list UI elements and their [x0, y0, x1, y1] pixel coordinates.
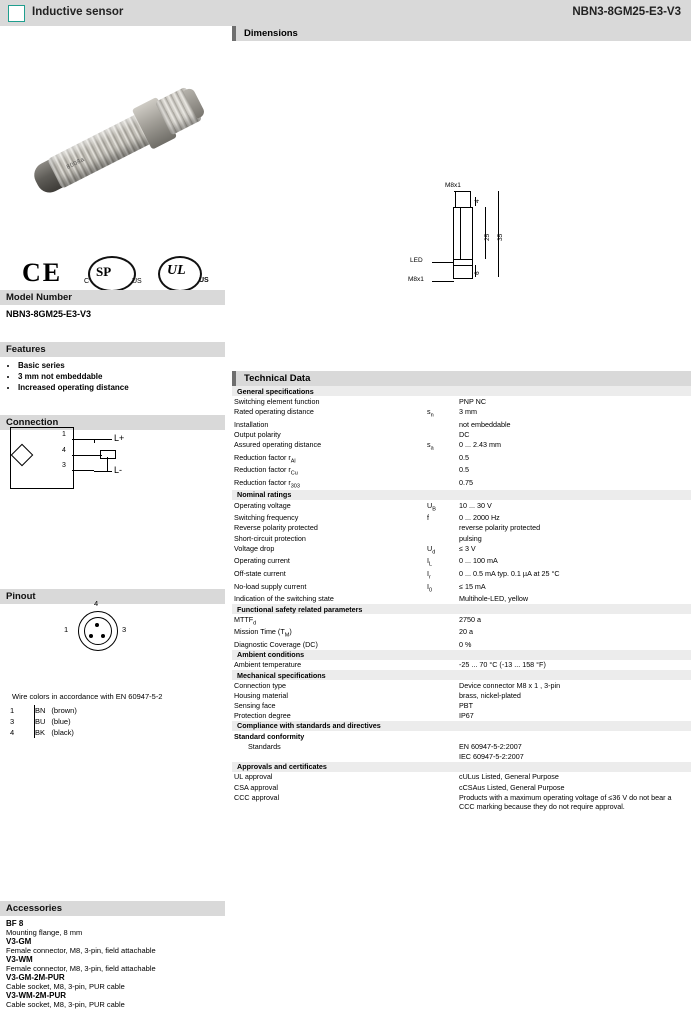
sensor-illustration	[16, 65, 211, 227]
technical-row-label: Housing material	[234, 690, 288, 700]
wire-color-note: Wire colors in accordance with EN 60947-5-2	[12, 692, 163, 701]
technical-row-label: Reduction factor $r_{Cu}$	[234, 465, 298, 477]
accessories-section	[0, 901, 225, 1009]
wire-code: BN	[35, 706, 46, 715]
table-row	[10, 727, 85, 738]
technical-row-value: PBT	[459, 701, 473, 711]
technical-data-table	[232, 386, 691, 811]
technical-group-label: Compliance with standards and directives	[232, 721, 691, 731]
connection-lminus-label: L-	[114, 465, 123, 475]
accessory-name: BF 8	[6, 919, 24, 928]
technical-row-value: ≤ 3 V	[459, 543, 476, 553]
technical-row-label: Sensing face	[234, 701, 276, 711]
table-row	[232, 581, 691, 594]
technical-row-value: cULus Listed, General Purpose	[459, 772, 559, 782]
table-row	[232, 569, 691, 582]
pinout-label-4: 4	[94, 599, 99, 608]
technical-row-label: Switching element function	[234, 396, 320, 406]
table-row	[232, 439, 691, 452]
dimensions-title: Dimensions	[244, 28, 298, 39]
connection-title: Connection	[6, 417, 59, 428]
accessories-header	[0, 901, 225, 916]
left-column	[0, 26, 225, 1036]
connection-wire-3	[72, 470, 94, 471]
technical-row-label: Rated operating distance	[234, 406, 314, 416]
table-row	[232, 429, 691, 439]
technical-row-label: Operating voltage	[234, 500, 291, 510]
technical-row-symbol	[425, 477, 457, 490]
technical-row-symbol	[425, 639, 457, 649]
technical-group-label: Functional safety related parameters	[232, 604, 691, 614]
dim-barrel-body	[453, 207, 473, 261]
pinout-label-1: 1	[64, 625, 69, 634]
technical-row-symbol: $I_L$	[427, 556, 433, 568]
technical-row-value: 0 ... 0.5 mA typ. 0.1 µA at 25 °C	[459, 569, 560, 579]
technical-group-label: Approvals and certificates	[232, 762, 691, 772]
table-row	[232, 543, 691, 556]
accessories-title: Accessories	[6, 903, 62, 914]
table-row	[232, 594, 691, 604]
technical-data-header	[232, 371, 691, 386]
csa-c-label: C	[84, 278, 90, 285]
table-row	[10, 705, 85, 716]
features-section	[0, 342, 225, 394]
connection-wire-4	[72, 455, 102, 456]
technical-row-value: 0 ... 2000 Hz	[459, 513, 500, 523]
table-row	[232, 513, 691, 523]
connection-pin-1-label: 1	[62, 431, 66, 438]
page-header	[0, 0, 691, 26]
pinout-inner-circle	[84, 617, 112, 645]
technical-group-label: Nominal ratings	[232, 490, 691, 500]
technical-row-value: 0.75	[459, 477, 473, 487]
technical-row-label: Short-circuit protection	[234, 533, 306, 543]
technical-group-row	[232, 650, 691, 660]
wire-color-table	[10, 705, 85, 738]
dim-sensing-head	[453, 265, 473, 279]
technical-group-label: Mechanical specifications	[232, 670, 691, 680]
technical-row-label: Standards	[248, 741, 281, 751]
technical-row-value	[457, 731, 691, 741]
connection-lplus-label: L+	[114, 433, 125, 443]
features-header	[0, 342, 225, 357]
technical-group-row	[232, 721, 691, 731]
list-item	[6, 937, 219, 955]
list-item: • Increased operating distance	[18, 383, 225, 392]
wire-code: BK	[35, 728, 46, 737]
csa-us-label: US	[132, 278, 142, 285]
pinout-diagram	[0, 589, 225, 699]
technical-row-value: 0 ... 100 mA	[459, 556, 498, 566]
list-item	[6, 991, 219, 1009]
technical-row-value: -25 ... 70 °C (-13 ... 158 °F)	[459, 660, 546, 670]
technical-row-symbol: f	[427, 513, 429, 523]
table-row	[232, 419, 691, 429]
technical-group-row	[232, 604, 691, 614]
table-row	[232, 792, 691, 811]
technical-row-label: Protection degree	[234, 711, 291, 721]
table-row	[232, 741, 691, 751]
pinout-contact-1	[89, 634, 93, 638]
table-row	[232, 751, 691, 761]
pinout-contact-4	[95, 623, 99, 627]
technical-row-label: Off-state current	[234, 569, 286, 579]
accessory-desc: Mounting flange, 8 mm	[6, 928, 83, 937]
table-row	[232, 465, 691, 478]
technical-row-symbol	[425, 711, 457, 721]
technical-data-title: Technical Data	[244, 373, 311, 384]
sensor-print-label: 8008a	[65, 156, 86, 171]
table-row	[232, 782, 691, 792]
technical-group-row	[232, 762, 691, 772]
technical-group-row	[232, 490, 691, 500]
dim-thread-bottom-label: M8x1	[408, 276, 424, 283]
table-row	[232, 477, 691, 490]
table-row	[232, 452, 691, 465]
wire-no: 4	[10, 728, 15, 737]
csa-mark-icon	[84, 256, 142, 290]
technical-row-symbol	[425, 680, 457, 690]
list-item: • Basic series	[18, 361, 225, 370]
technical-row-symbol	[425, 396, 457, 406]
table-row	[232, 396, 691, 406]
technical-row-value: 0 %	[459, 639, 472, 649]
technical-row-symbol: $s_n$	[427, 406, 434, 419]
list-item	[6, 973, 219, 991]
product-photo	[0, 26, 225, 226]
technical-data-table-wrap	[232, 386, 691, 811]
dim-35-label: 35	[497, 233, 504, 241]
table-row	[232, 406, 691, 419]
technical-row-value: IEC 60947-5-2:2007	[459, 752, 524, 762]
technical-row-symbol	[425, 627, 457, 640]
technical-row-value: brass, nickel-plated	[459, 690, 521, 700]
technical-row-label: Reduction factor $r_{303}$	[234, 477, 300, 490]
technical-row-label: Indication of the switching state	[234, 594, 334, 604]
page-title: Inductive sensor	[32, 6, 124, 18]
accessory-name: V3-WM-2M-PUR	[6, 991, 66, 1000]
technical-row-label: CCC approval	[234, 792, 280, 802]
dim-thread-bottom-leader	[432, 281, 454, 282]
technical-row-symbol	[425, 690, 457, 700]
technical-row-value: 2750 a	[459, 614, 481, 624]
technical-row-symbol	[425, 792, 457, 811]
technical-row-symbol	[425, 772, 457, 782]
technical-row-symbol	[425, 594, 457, 604]
technical-row-symbol: $I_r$	[427, 569, 431, 581]
technical-row-value: PNP NC	[459, 396, 487, 406]
technical-row-label: Installation	[234, 419, 269, 429]
technical-row-value: Multihole-LED, yellow	[459, 594, 529, 604]
accessory-name: V3-WM	[6, 955, 33, 964]
technical-row-label: Operating current	[234, 556, 290, 566]
technical-row-symbol: $U_d$	[427, 543, 436, 556]
accessory-name: V3-GM-2M-PUR	[6, 973, 65, 982]
ul-mark-label: UL	[167, 263, 186, 278]
wire-no: 3	[10, 717, 15, 726]
dim-barrel-centerline	[460, 208, 461, 259]
features-title: Features	[6, 344, 46, 355]
table-row	[232, 556, 691, 569]
technical-row-value: IP67	[459, 711, 474, 721]
technical-row-value: Products with a maximum operating voltage of ≤36 V do not bear a CCC marking because they do not require approval.	[459, 792, 672, 811]
csa-mark-label: SP	[96, 264, 112, 279]
accessory-desc: Female connector, M8, 3-pin, field attachable	[6, 946, 156, 955]
technical-row-value: DC	[459, 429, 470, 439]
table-row	[232, 731, 691, 741]
dim-led-leader	[432, 262, 454, 263]
dim-25-label: 25	[484, 233, 491, 241]
technical-row-label: Connection type	[234, 680, 286, 690]
technical-row-value: 0 ... 2.43 mm	[459, 439, 501, 449]
technical-row-symbol	[425, 419, 457, 429]
technical-row-label: Output polarity	[234, 429, 281, 439]
technical-row-symbol	[425, 533, 457, 543]
wire-color: (blue)	[51, 717, 71, 726]
dimensions-header	[232, 26, 691, 41]
connection-load-leg	[107, 457, 108, 471]
list-item	[6, 919, 219, 937]
technical-row-value: 0.5	[459, 452, 469, 462]
wire-color: (brown)	[51, 706, 77, 715]
connection-diagram	[0, 415, 225, 525]
table-row	[232, 660, 691, 670]
list-item: • 3 mm not embeddable	[18, 372, 225, 381]
accessory-desc: Female connector, M8, 3-pin, field attachable	[6, 964, 156, 973]
technical-group-label: General specifications	[232, 386, 691, 396]
model-number-title: Model Number	[6, 292, 72, 303]
technical-row-label: CSA approval	[234, 782, 278, 792]
pinout-label-3: 3	[122, 625, 127, 634]
connection-lead-lminus	[94, 471, 112, 472]
pinout-title: Pinout	[6, 591, 36, 602]
technical-group-row	[232, 670, 691, 680]
technical-row-symbol	[425, 452, 457, 465]
pinout-contact-3	[101, 634, 105, 638]
technical-row-label: Diagnostic Coverage (DC)	[234, 639, 318, 649]
wire-no: 1	[10, 706, 15, 715]
technical-row-label: $MTTF_d$	[234, 614, 257, 627]
technical-row-label: Standard conformity	[234, 731, 305, 741]
accessories-list	[0, 916, 225, 1009]
list-item	[6, 955, 219, 973]
dim-led-label: LED	[410, 257, 423, 264]
technical-row-value: cCSAus Listed, General Purpose	[459, 782, 565, 792]
table-row	[232, 639, 691, 649]
technical-row-symbol	[425, 731, 457, 741]
technical-row-symbol: $s_a$	[427, 439, 434, 452]
technical-row-label: Reverse polarity protected	[234, 523, 318, 533]
connection-wire-1	[72, 439, 94, 440]
ce-mark-icon: CE	[22, 258, 63, 287]
model-number-section	[0, 290, 225, 331]
connection-pin-4-label: 4	[62, 447, 66, 454]
ul-mark-icon	[158, 256, 209, 290]
dimension-drawing	[232, 41, 691, 371]
dim-thread-top-label: M8x1	[445, 182, 461, 189]
table-row	[10, 716, 85, 727]
technical-row-symbol: $U_B$	[427, 500, 436, 513]
table-row	[232, 711, 691, 721]
technical-row-value: not embeddable	[459, 419, 511, 429]
accessory-desc: Cable socket, M8, 3-pin, PUR cable	[6, 982, 125, 991]
technical-row-symbol	[425, 523, 457, 533]
sensor-icon	[8, 5, 25, 22]
technical-row-symbol	[425, 465, 457, 478]
technical-row-value: reverse polarity protected	[459, 523, 541, 533]
dim-6-label: 6	[474, 271, 481, 275]
technical-row-label: No-load supply current	[234, 581, 307, 591]
technical-row-label	[232, 751, 425, 761]
technical-row-symbol	[425, 429, 457, 439]
table-row	[232, 533, 691, 543]
technical-group-row	[232, 386, 691, 396]
table-row	[232, 500, 691, 513]
accessory-name: V3-GM	[6, 937, 32, 946]
table-row	[232, 523, 691, 533]
ul-us-label: US	[199, 277, 209, 284]
technical-group-label: Ambient conditions	[232, 650, 691, 660]
wire-code: BU	[35, 717, 46, 726]
connection-load-resistor	[100, 450, 116, 459]
table-row	[232, 701, 691, 711]
technical-row-label: Mission Time $(T_M)$	[234, 627, 292, 639]
connection-section	[0, 415, 225, 475]
technical-row-label: Voltage drop	[234, 543, 275, 553]
technical-row-value: Device connector M8 x 1 , 3-pin	[459, 680, 561, 690]
model-number-value: NBN3-8GM25-E3-V3	[6, 309, 92, 319]
connection-lead-lplus	[94, 439, 112, 440]
wire-color: (black)	[51, 728, 74, 737]
technical-row-label: Ambient temperature	[234, 660, 302, 670]
technical-row-value: 20 a	[459, 627, 473, 637]
technical-row-label: UL approval	[234, 772, 273, 782]
dim-4-label: 4	[474, 199, 481, 203]
connection-pin-3-label: 3	[62, 462, 66, 469]
table-row	[232, 627, 691, 640]
technical-row-value: EN 60947-5-2:2007	[459, 741, 522, 751]
accessory-desc: Cable socket, M8, 3-pin, PUR cable	[6, 1000, 125, 1009]
technical-row-value: pulsing	[459, 533, 482, 543]
header-model-number: NBN3-8GM25-E3-V3	[572, 6, 681, 18]
technical-row-symbol	[425, 741, 457, 751]
technical-row-symbol	[425, 782, 457, 792]
model-number-header	[0, 290, 225, 305]
technical-row-symbol	[425, 660, 457, 670]
technical-row-symbol	[425, 701, 457, 711]
table-row	[232, 614, 691, 627]
technical-row-label: Switching frequency	[234, 513, 299, 523]
technical-row-label: Assured operating distance	[234, 439, 322, 449]
right-column	[232, 26, 691, 811]
technical-row-symbol	[425, 614, 457, 627]
table-row	[232, 680, 691, 690]
table-row	[232, 690, 691, 700]
technical-row-value: ≤ 15 mA	[459, 581, 486, 591]
technical-row-value: 10 ... 30 V	[459, 500, 492, 510]
pinout-section	[0, 589, 225, 737]
table-row	[232, 772, 691, 782]
technical-row-value: 3 mm	[459, 406, 477, 416]
technical-row-symbol: $I_0$	[427, 581, 433, 594]
technical-row-label: Reduction factor $r_{Al}$	[234, 452, 296, 465]
features-list	[0, 357, 225, 392]
technical-row-value: 0.5	[459, 465, 469, 475]
technical-row-symbol	[425, 751, 457, 761]
